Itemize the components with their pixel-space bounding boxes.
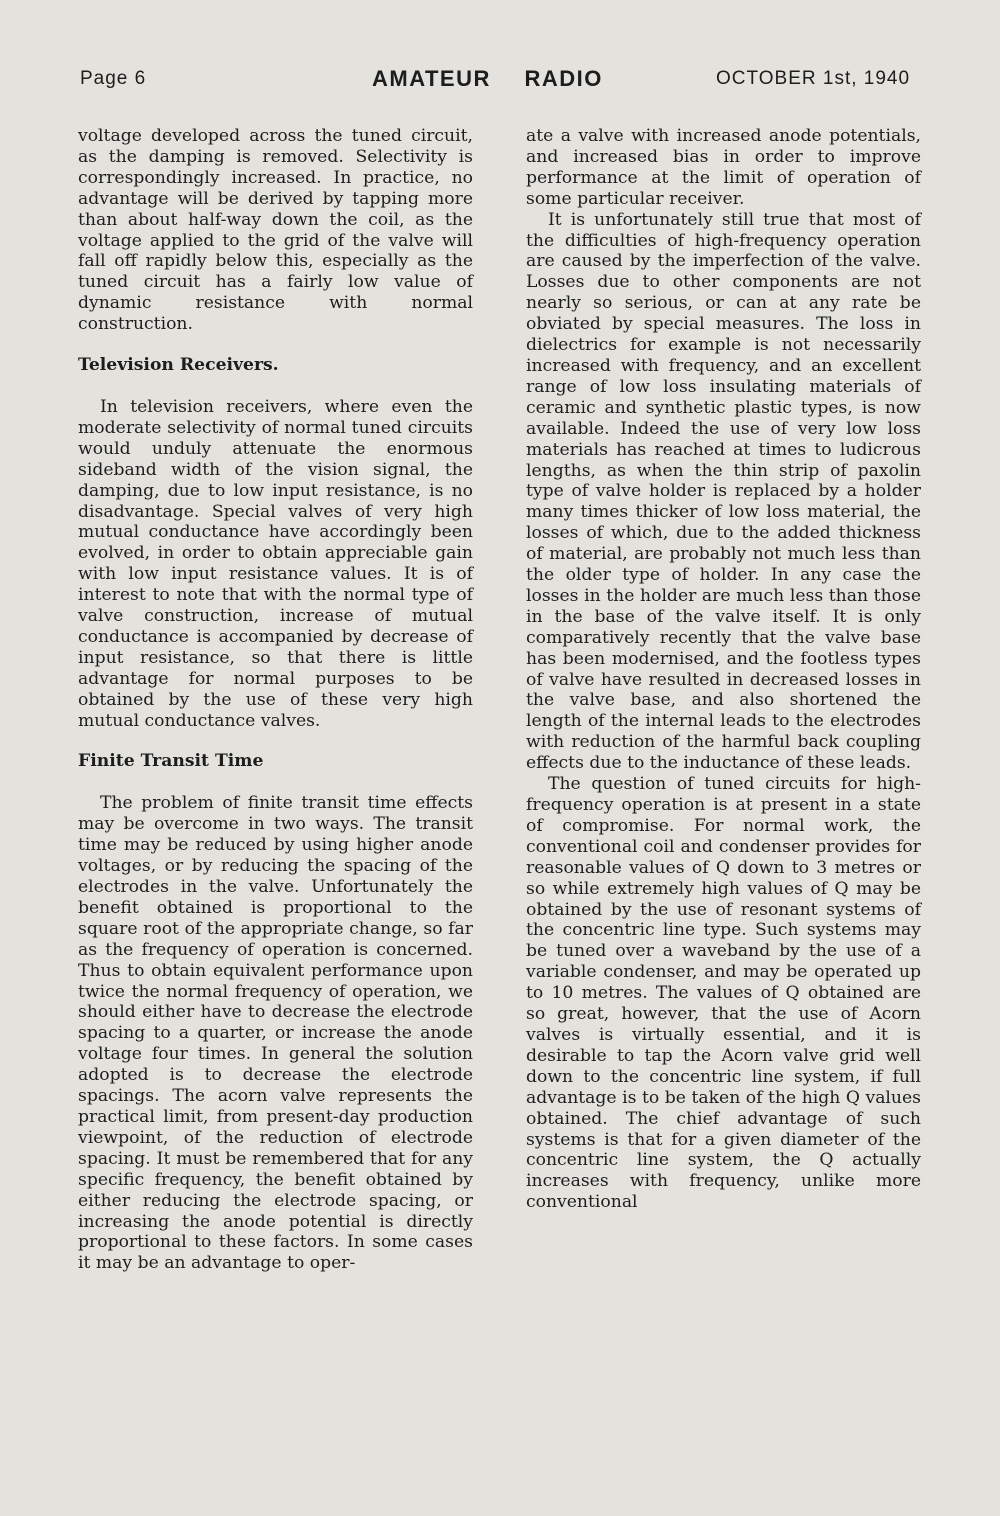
publication-title: AMATEUR RADIO [372, 66, 603, 91]
page-number: Page 6 [80, 68, 147, 89]
right-column [526, 126, 921, 1213]
left-column [78, 126, 473, 1274]
paragraph-valve-losses: It is unfortunately still true that most of the difficulties of high-frequency operation are caused by the imperfection of the valve. Losses due to other components are not nearly so serious, or can at any rate be obviated by special measures. The loss in dielectrics for example is not necessarily increased with frequency, and an excellent range of low loss insulating materials of ceramic and synthetic plastic types, is now available. Indeed the use of very low loss materials has reached at times to ludicrous lengths, as when the thin strip of paxolin type of valve holder is replaced by a holder many times thicker of low loss material, the losses of which, due to the added thickness of material, are probably not much less than the older type of holder. In any case the losses in the holder are much less than those in the base of the valve itself. It is only comparatively recently that the valve base has been modernised, and the footless types of valve have resulted in decreased losses in the valve base, and also shortened the length of the internal leads to the electrodes with reduction of the harmful back coupling effects due to the inductance of these leads. [526, 209, 921, 774]
paragraph-continued-right: ate a valve with increased anode potentials, and increased bias in order to improve performance at the limit of operation of some particular receiver. [526, 126, 921, 209]
issue-date: OCTOBER 1st, 1940 [716, 68, 911, 89]
paragraph-television: In television receivers, where even the moderate selectivity of normal tuned circuits would unduly attenuate the enormous sideband width of the vision signal, the damping, due to low input resistance, is no disadvantage. Special valves of very high mutual conductance have accordingly been evolved, in order to obtain appreciable gain with low input resistance values. It is of interest to note that with the normal type of valve construction, increase of mutual conductance is accompanied by decrease of input resistance, so that there is little advantage for normal purposes to be obtained by the use of these very high mutual conductance valves. [78, 396, 473, 731]
paragraph-continued: voltage developed across the tuned circuit, as the damping is removed. Selectivity is correspondingly increased. In practice, no advantage will be derived by tapping more than about half-way down the coil, as the voltage applied to the grid of the valve will fall off rapidly below this, especially as the tuned circuit has a fairly low value of dynamic resistance with normal construction. [78, 126, 473, 335]
section-heading-finite-transit-time: Finite Transit Time [78, 751, 264, 772]
paragraph-transit-time: The problem of finite transit time effects may be overcome in two ways. The transit time may be reduced by using higher anode voltages, or by reducing the spacing of the electrodes in the valve. Unfortunately the benefit obtained is proportional to the square root of the appropriate change, so far as the frequency of operation is concerned. Thus to obtain equivalent performance upon twice the normal frequency of operation, we should either have to decrease the electrode spacing to a quarter, or increase the anode voltage four times. In general the solution adopted is to decrease the electrode spacings. The acorn valve represents the practical limit, from present-day production viewpoint, of the reduction of electrode spacing. It must be remembered that for any specific frequency, the benefit obtained by either reducing the electrode spacing, or increasing the anode potential is directly proportional to these factors. In some cases it may be an advantage to oper- [78, 793, 473, 1274]
running-header [0, 68, 1000, 98]
paragraph-tuned-circuits: The question of tuned circuits for high-frequency operation is at present in a state of compromise. For normal work, the conventional coil and condenser provides for reasonable values of Q down to 3 metres or so while extremely high values of Q may be obtained by the use of resonant systems of the concentric line type. Such systems may be tuned over a waveband by the use of a variable condenser, and may be operated up to 10 metres. The values of Q obtained are so great, however, that the use of Acorn valves is virtually essential, and it is desirable to tap the Acorn valve grid well down to the concentric line system, if full advantage is to be taken of the high Q values obtained. The chief advantage of such systems is that for a given diameter of the concentric line system, the Q actually increases with frequency, unlike more conventional [526, 774, 921, 1213]
section-heading-television-receivers: Television Receivers. [78, 355, 279, 376]
